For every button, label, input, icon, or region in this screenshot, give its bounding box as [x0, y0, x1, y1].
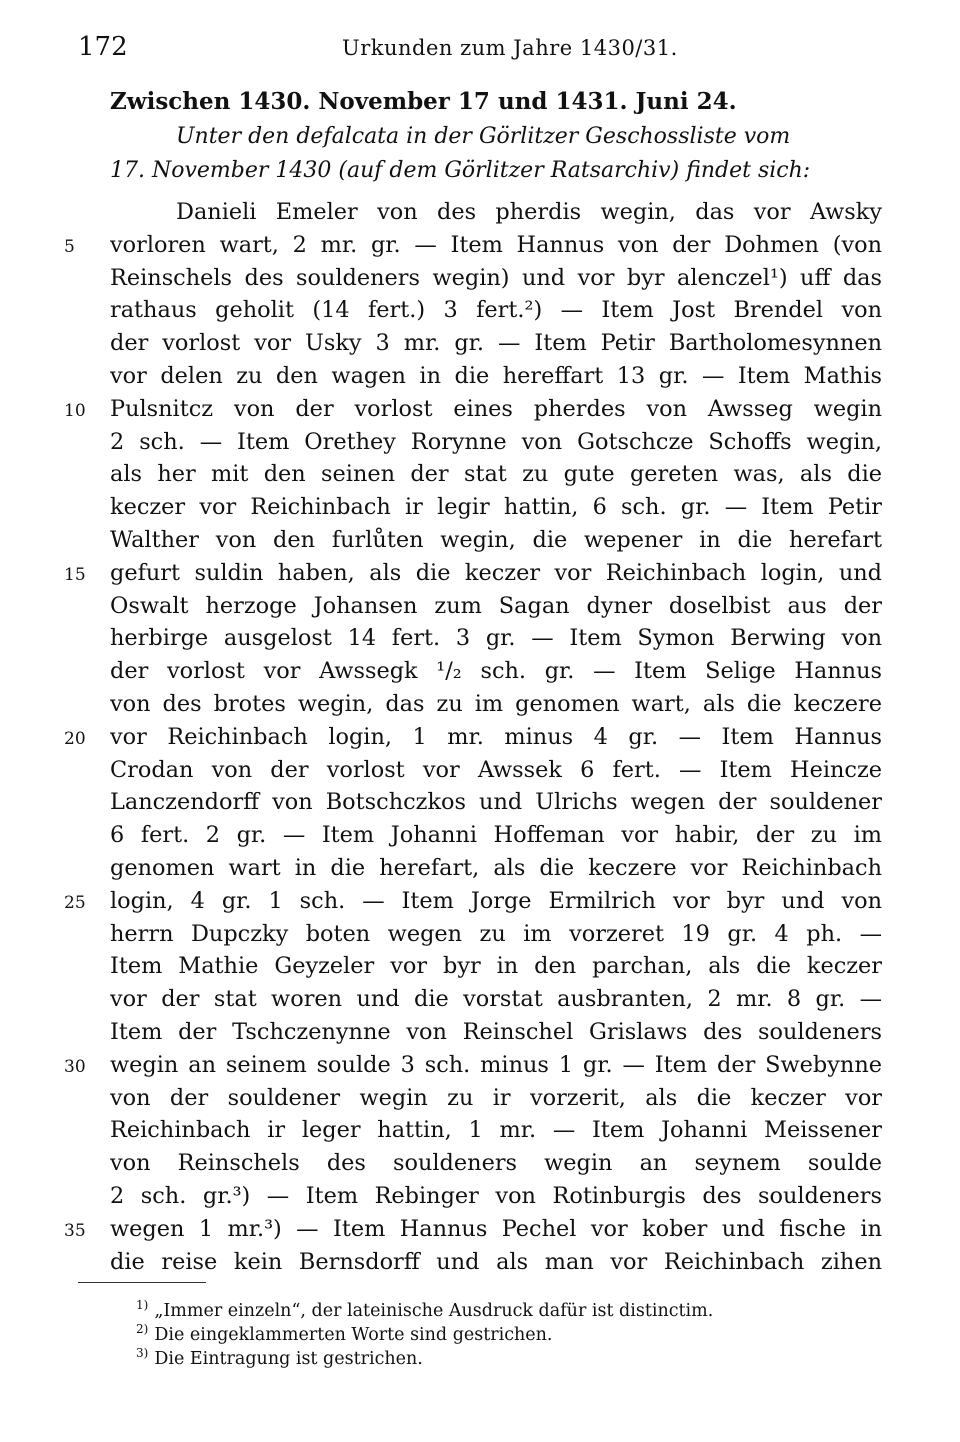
text-line: Reinschels des souldeners wegin) und vor byr alenczel¹) uff das [110, 264, 882, 291]
footnote-text: „Immer einzeln“, der lateinische Ausdruck dafür ist distinctim. [154, 1300, 714, 1321]
text-line: gefurt suldin haben, als die keczer vor Reichinbach login, und [110, 559, 882, 586]
text-line: die reise kein Bernsdorff und als man vor Reichinbach zihen [110, 1248, 882, 1275]
text-line: 6 fert. 2 gr. — Item Johanni Hoffeman vor habir, der zu im [110, 822, 882, 849]
running-head: Urkunden zum Jahre 1430/31. [342, 36, 678, 60]
text-line: von des brotes wegin, das zu im genomen wart, als die keczere [110, 690, 882, 717]
page-number: 172 [78, 32, 128, 62]
page-header [78, 32, 882, 68]
text-line: der vorlost vor Awssegk ¹/₂ sch. gr. — Item Selige Hannus [110, 658, 882, 685]
text-line: keczer vor Reichinbach ir legir hattin, 6 sch. gr. — Item Petir [110, 494, 882, 521]
margin-line-number: 10 [64, 400, 86, 421]
margin-line-number: 25 [64, 892, 86, 913]
footnote [136, 1317, 856, 1345]
section-heading: Zwischen 1430. November 17 und 1431. Juni 24. [110, 88, 737, 115]
text-line: von Reinschels des souldeners wegin an seynem soulde [110, 1150, 882, 1177]
intro-line-2: 17. November 1430 (auf dem Görlitzer Ratsarchiv) findet sich: [110, 158, 811, 183]
intro-line-1: Unter den defalcata in der Görlitzer Geschossliste vom [176, 124, 791, 149]
text-line: Crodan von der vorlost vor Awssek 6 fert. — Item Heincze [110, 756, 882, 783]
text-line: rathaus geholit (14 fert.) 3 fert.²) — Item Jost Brendel von [110, 297, 882, 324]
margin-line-number: 20 [64, 728, 86, 749]
text-line: herrn Dupczky boten wegen zu im vorzeret 19 gr. 4 ph. — [110, 920, 882, 947]
text-line: Walther von den furlůten wegin, die wepener in die herefart [110, 526, 882, 553]
text-line: Reichinbach ir leger hattin, 1 mr. — Item Johanni Meissener [110, 1117, 882, 1144]
footnote-mark: 1) [136, 1298, 149, 1312]
footnotes [136, 1293, 856, 1369]
footnote-text: Die eingeklammerten Worte sind gestrichen. [154, 1324, 553, 1345]
text-line: Danieli Emeler von des pherdis wegin, das vor Awsky [176, 199, 882, 225]
footnote [136, 1293, 856, 1321]
text-line: von der souldener wegin zu ir vorzerit, als die keczer vor [110, 1084, 882, 1111]
footnote-divider [78, 1282, 206, 1283]
body-text [110, 196, 882, 1278]
margin-line-number: 30 [64, 1056, 86, 1077]
text-line: vor Reichinbach login, 1 mr. minus 4 gr. — Item Hannus [110, 723, 882, 750]
text-line: genomen wart in die herefart, als die keczere vor Reichinbach [110, 854, 882, 881]
footnote-mark: 2) [136, 1322, 149, 1336]
text-line: als her mit den seinen der stat zu gute gereten was, als die [110, 461, 882, 488]
text-line: 2 sch. — Item Orethey Rorynne von Gotschcze Schoffs wegin, [110, 428, 882, 455]
text-line: Pulsnitcz von der vorlost eines pherdes von Awsseg wegin [110, 395, 882, 422]
text-line: Lanczendorff von Botschczkos und Ulrichs wegen der souldener [110, 789, 882, 816]
text-line: herbirge ausgelost 14 fert. 3 gr. — Item Symon Berwing von [110, 625, 882, 652]
text-line: vor delen zu den wagen in die hereffart 13 gr. — Item Mathis [110, 362, 882, 389]
text-line: vor der stat woren und die vorstat ausbranten, 2 mr. 8 gr. — [110, 986, 882, 1013]
footnote-text: Die Eintragung ist gestrichen. [154, 1348, 423, 1369]
text-line: 2 sch. gr.³) — Item Rebinger von Rotinburgis des souldeners [110, 1182, 882, 1209]
footnote-mark: 3) [136, 1346, 149, 1360]
margin-line-number: 5 [64, 236, 75, 257]
margin-line-number: 15 [64, 564, 86, 585]
text-line: Item Mathie Geyzeler vor byr in den parchan, als die keczer [110, 953, 882, 980]
text-line: der vorlost vor Usky 3 mr. gr. — Item Petir Bartholomesynnen [110, 330, 882, 357]
text-line: login, 4 gr. 1 sch. — Item Jorge Ermilrich vor byr und von [110, 887, 882, 914]
text-line: wegin an seinem soulde 3 sch. minus 1 gr. — Item der Swebynne [110, 1051, 882, 1078]
text-line: wegen 1 mr.³) — Item Hannus Pechel vor kober und fische in [110, 1215, 882, 1242]
text-line: Oswalt herzoge Johansen zum Sagan dyner doselbist aus der [110, 592, 882, 619]
text-line: vorloren wart, 2 mr. gr. — Item Hannus von der Dohmen (von [110, 231, 882, 258]
margin-line-number: 35 [64, 1220, 86, 1241]
text-line: Item der Tschczenynne von Reinschel Grislaws des souldeners [110, 1018, 882, 1045]
